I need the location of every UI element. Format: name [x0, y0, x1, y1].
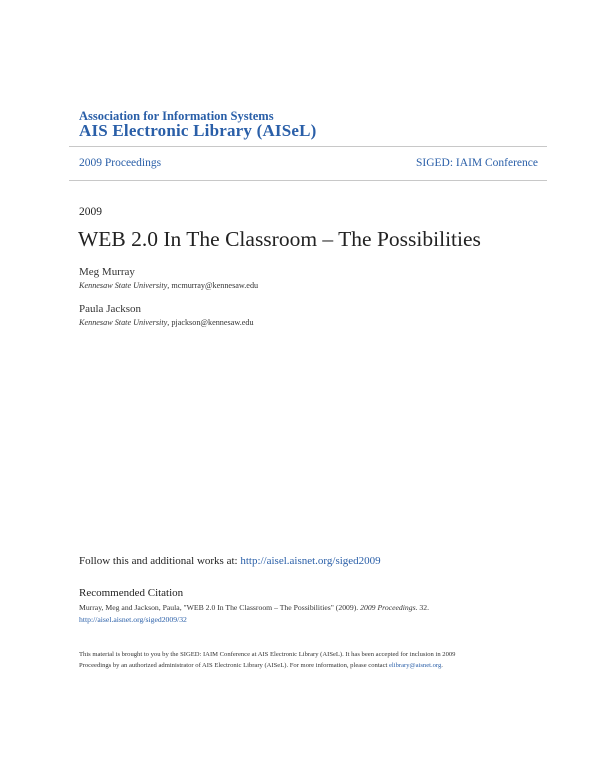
citation-prefix: Murray, Meg and Jackson, Paula, "WEB 2.0 In The Classroom – The Possibilities" (2009). [79, 603, 361, 612]
paper-title: WEB 2.0 In The Classroom – The Possibilities [78, 227, 481, 251]
author-name: Meg Murray [79, 266, 135, 278]
author-email: , mcmurray@kennesaw.edu [167, 281, 259, 290]
library-name[interactable]: AIS Electronic Library (AISeL) [79, 121, 317, 140]
author-affiliation [79, 318, 254, 327]
nav-divider [69, 180, 547, 181]
follow-line [79, 555, 381, 567]
paper-year: 2009 [79, 206, 102, 218]
citation-text [79, 603, 429, 612]
conference-link[interactable]: SIGED: IAIM Conference [416, 157, 538, 169]
org-name[interactable]: Association for Information Systems [79, 109, 274, 123]
affiliation-name: Kennesaw State University [79, 318, 168, 327]
author-name: Paula Jackson [79, 303, 142, 315]
citation-venue: 2009 Proceedings [360, 603, 416, 612]
citation-url-link[interactable]: http://aisel.aisnet.org/siged2009/32 [79, 615, 187, 624]
recommended-heading: Recommended Citation [79, 587, 184, 599]
proceedings-link[interactable]: 2009 Proceedings [79, 157, 162, 169]
footer-text: Proceedings by an authorized administrator of AIS Electronic Library (AISeL). For more information, please contact [79, 662, 389, 669]
author-affiliation [79, 281, 258, 290]
author-email: , pjackson@kennesaw.edu [167, 318, 254, 327]
contact-email-link[interactable]: elibrary@aisnet.org [389, 662, 442, 669]
citation-suffix: . 32. [415, 603, 430, 612]
footer-line-2 [79, 662, 443, 669]
footer-period: . [441, 662, 443, 669]
header-divider [69, 146, 547, 147]
affiliation-name: Kennesaw State University [79, 281, 168, 290]
footer-line-1: This material is brought to you by the SIGED: IAIM Conference at AIS Electronic Library (AISeL). It has been accepted for inclusion in 2009 [79, 651, 456, 658]
follow-text: Follow this and additional works at: [79, 555, 241, 567]
follow-link[interactable]: http://aisel.aisnet.org/siged2009 [240, 555, 381, 567]
